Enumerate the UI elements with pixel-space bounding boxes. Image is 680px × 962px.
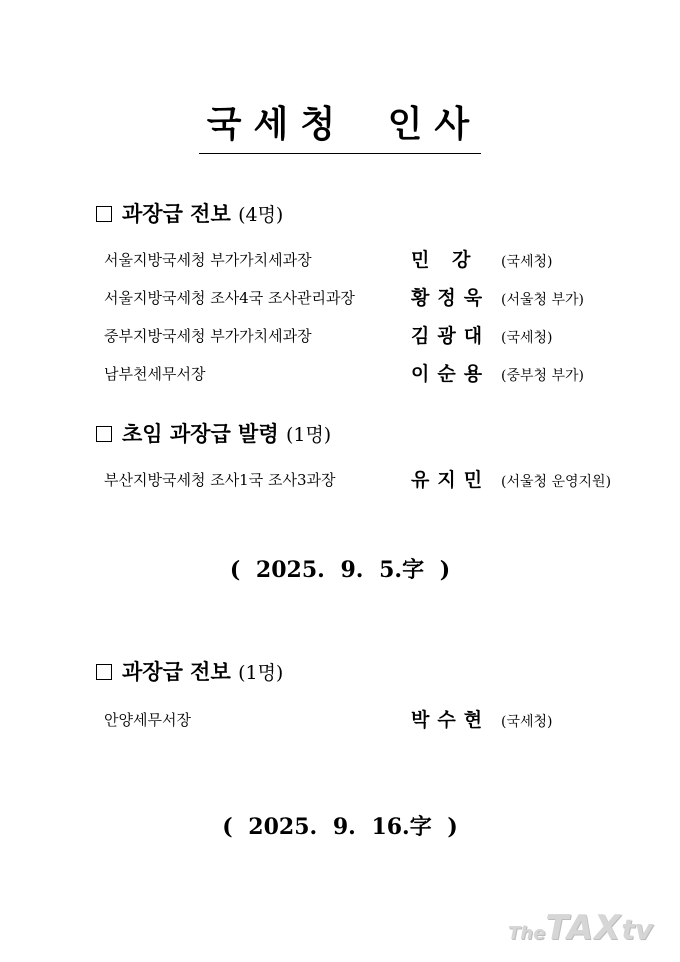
section-heading-text: 과장급 전보: [122, 201, 231, 226]
section-count: (4명): [238, 204, 284, 226]
personnel-row: [104, 245, 644, 271]
section-heading-text: 과장급 전보: [122, 659, 231, 684]
title-text: 국세청 인사: [199, 96, 481, 154]
position-title: 남부천세무서장: [104, 365, 206, 383]
effective-date: ( 2025. 9. 16.字 ): [222, 814, 458, 840]
person: [411, 321, 553, 348]
previous-post: (국세청): [501, 330, 553, 346]
person-name: 민 강: [411, 249, 479, 271]
document-title: [0, 96, 680, 154]
personnel-row: [104, 321, 644, 347]
previous-post: (중부청 부가): [501, 368, 584, 384]
person: [411, 465, 611, 492]
previous-post: (서울청 운영지원): [501, 474, 612, 490]
section-heading-transfer: [96, 198, 283, 228]
section-heading-text: 초임 과장급 발령: [122, 421, 279, 446]
section-count: (1명): [285, 424, 332, 446]
person-name: 김광대: [411, 325, 491, 347]
thetaxtv-watermark-logo: TheTAXtv: [508, 908, 654, 948]
section-count: (1명): [238, 662, 284, 684]
person-name: 박수현: [411, 709, 491, 731]
position-title: 안양세무서장: [104, 711, 191, 729]
checkbox-square-icon: [96, 426, 112, 442]
person-name: 이순용: [411, 363, 491, 385]
person: [411, 245, 553, 272]
section-heading-new-appointment: [96, 418, 331, 448]
personnel-row: [104, 705, 644, 731]
checkbox-square-icon: [96, 664, 112, 680]
personnel-row: [104, 465, 644, 491]
personnel-row: [104, 359, 644, 385]
previous-post: (서울청 부가): [501, 292, 584, 308]
position-title: 서울지방국세청 조사4국 조사관리과장: [104, 289, 355, 307]
previous-post: (국세청): [501, 254, 553, 270]
personnel-row: [104, 283, 644, 309]
section-heading-transfer-2: [96, 656, 283, 686]
position-title: 중부지방국세청 부가가치세과장: [104, 327, 312, 345]
person-name: 유지민: [411, 469, 491, 491]
previous-post: (국세청): [501, 714, 553, 730]
effective-date: ( 2025. 9. 5.字 ): [229, 557, 451, 583]
person: [411, 283, 584, 310]
person: [411, 359, 584, 386]
checkbox-square-icon: [96, 206, 112, 222]
person: [411, 705, 553, 732]
person-name: 황정욱: [411, 287, 491, 309]
position-title: 서울지방국세청 부가가치세과장: [104, 251, 312, 269]
position-title: 부산지방국세청 조사1국 조사3과장: [104, 471, 336, 489]
